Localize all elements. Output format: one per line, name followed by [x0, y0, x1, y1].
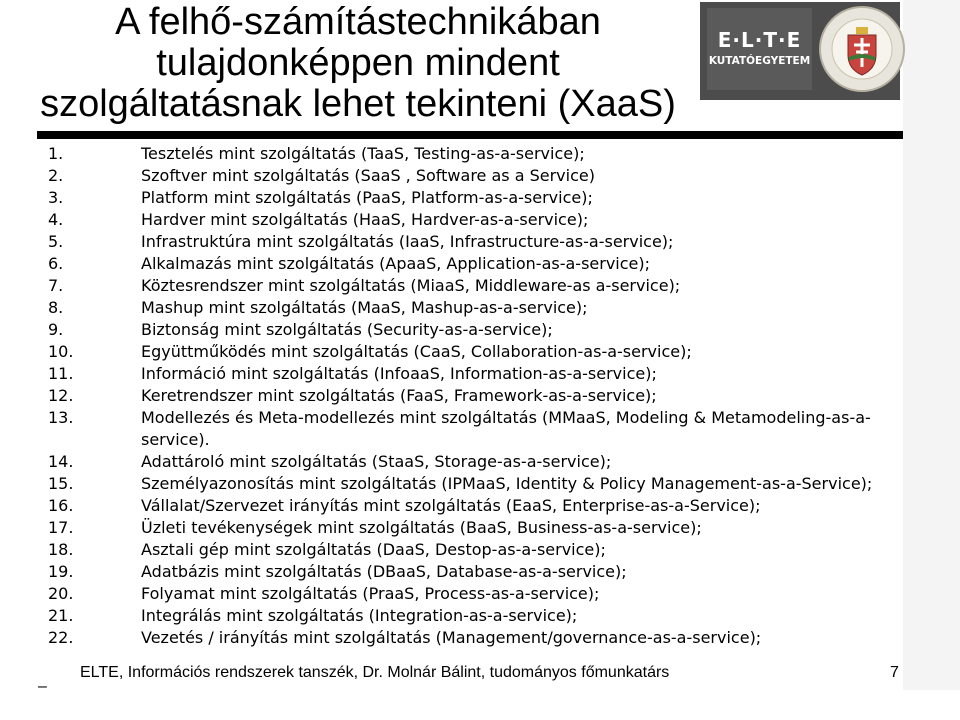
- list-item-number: 13.: [48, 408, 74, 427]
- list-item-text: Információ mint szolgáltatás (InfoaaS, Information-as-a-service);: [141, 364, 657, 383]
- list-item-number: 15.: [48, 474, 74, 493]
- page-number: 7: [890, 664, 899, 681]
- list-item-number: 3.: [48, 188, 64, 207]
- list-item-text: Együttműködés mint szolgáltatás (CaaS, Collaboration-as-a-service);: [141, 342, 692, 361]
- list-item: [48, 275, 898, 297]
- list-item-text: Biztonság mint szolgáltatás (Security-as-a-service);: [141, 320, 553, 339]
- list-item: [48, 605, 898, 627]
- list-item: [48, 407, 898, 451]
- list-item: [48, 385, 898, 407]
- list-item-text: Infrastruktúra mint szolgáltatás (IaaS, Infrastructure-as-a-service);: [141, 232, 674, 251]
- list-item: [48, 187, 898, 209]
- title-divider: [37, 131, 903, 139]
- list-item-number: 4.: [48, 210, 64, 229]
- title-line-3: szolgáltatásnak lehet tekinteni (XaaS): [40, 83, 676, 125]
- right-margin-band: [903, 0, 960, 720]
- list-item: [48, 517, 898, 539]
- list-item: [48, 253, 898, 275]
- list-item-number: 10.: [48, 342, 74, 361]
- list-item-text: Üzleti tevékenységek mint szolgáltatás (BaaS, Business-as-a-service);: [141, 518, 702, 537]
- footer-dash: –: [38, 678, 47, 695]
- list-item: [48, 583, 898, 605]
- list-item-text: Mashup mint szolgáltatás (MaaS, Mashup-as-a-service);: [141, 298, 588, 317]
- list-item-text: Köztesrendszer mint szolgáltatás (MiaaS, Middleware-as a-service);: [141, 276, 681, 295]
- list-item-number: 14.: [48, 452, 74, 471]
- list-item-text: Vállalat/Szervezet irányítás mint szolgáltatás (EaaS, Enterprise-as-a-Service);: [141, 496, 761, 515]
- list-item-number: 11.: [48, 364, 74, 383]
- list-item: [48, 363, 898, 385]
- list-item: [48, 627, 898, 649]
- list-item-text: Integrálás mint szolgáltatás (Integration-as-a-service);: [141, 606, 578, 625]
- list-item-number: 1.: [48, 144, 64, 163]
- list-item: [48, 473, 898, 495]
- logo-banner: [700, 2, 900, 100]
- list-item: [48, 209, 898, 231]
- list-item-text: Tesztelés mint szolgáltatás (TaaS, Testing-as-a-service);: [141, 144, 585, 163]
- list-item-number: 19.: [48, 562, 74, 581]
- bottom-band: [0, 690, 960, 720]
- list-item-number: 7.: [48, 276, 64, 295]
- title-line-1: A felhő-számítástechnikában: [115, 1, 601, 43]
- list-item-text: Szoftver mint szolgáltatás (SaaS , Software as a Service): [141, 166, 595, 185]
- list-item-number: 17.: [48, 518, 74, 537]
- university-seal-icon: [818, 5, 906, 93]
- elte-logo-name: E·L·T·E: [717, 28, 802, 52]
- list-item-number: 12.: [48, 386, 74, 405]
- list-item: [48, 539, 898, 561]
- list-item: [48, 561, 898, 583]
- list-item-text: Folyamat mint szolgáltatás (PraaS, Process-as-a-service);: [141, 584, 600, 603]
- title-line-2: tulajdonképpen mindent: [156, 42, 560, 84]
- list-item-number: 21.: [48, 606, 74, 625]
- list-item: [48, 451, 898, 473]
- list-item-text: Keretrendszer mint szolgáltatás (FaaS, Framework-as-a-service);: [141, 386, 657, 405]
- list-item-number: 18.: [48, 540, 74, 559]
- list-item-number: 8.: [48, 298, 64, 317]
- slide-title: [18, 2, 698, 125]
- list-item: [48, 231, 898, 253]
- list-item-text: Modellezés és Meta-modellezés mint szolgáltatás (MMaaS, Modeling & Metamodeling-as-a-service).: [141, 408, 871, 449]
- list-item-number: 20.: [48, 584, 74, 603]
- list-item: [48, 165, 898, 187]
- list-item-text: Személyazonosítás mint szolgáltatás (IPMaaS, Identity & Policy Management-as-a-Service);: [141, 474, 873, 493]
- list-item: [48, 319, 898, 341]
- list-item-text: Alkalmazás mint szolgáltatás (ApaaS, Application-as-a-service);: [141, 254, 651, 273]
- footer-text: ELTE, Információs rendszerek tanszék, Dr. Molnár Bálint, tudományos főmunkatárs: [80, 664, 670, 681]
- list-item-number: 16.: [48, 496, 74, 515]
- list-item-number: 9.: [48, 320, 64, 339]
- list-item-number: 22.: [48, 628, 74, 647]
- list-item: [48, 143, 898, 165]
- list-item: [48, 495, 898, 517]
- list-item-text: Asztali gép mint szolgáltatás (DaaS, Destop-as-a-service);: [141, 540, 606, 559]
- list-item-text: Platform mint szolgáltatás (PaaS, Platform-as-a-service);: [141, 188, 593, 207]
- list-item-text: Hardver mint szolgáltatás (HaaS, Hardver-as-a-service);: [141, 210, 589, 229]
- elte-logo-subtitle: KUTATÓEGYETEM: [708, 55, 811, 67]
- list-item: [48, 341, 898, 363]
- list-item-text: Adattároló mint szolgáltatás (StaaS, Storage-as-a-service);: [141, 452, 612, 471]
- list-item-text: Adatbázis mint szolgáltatás (DBaaS, Database-as-a-service);: [141, 562, 627, 581]
- list-item-text: Vezetés / irányítás mint szolgáltatás (Management/governance-as-a-service);: [141, 628, 762, 647]
- xaas-list: [48, 143, 898, 649]
- elte-logo: [707, 8, 812, 90]
- list-item-number: 6.: [48, 254, 64, 273]
- list-item: [48, 297, 898, 319]
- list-item-number: 5.: [48, 232, 64, 251]
- list-item-number: 2.: [48, 166, 64, 185]
